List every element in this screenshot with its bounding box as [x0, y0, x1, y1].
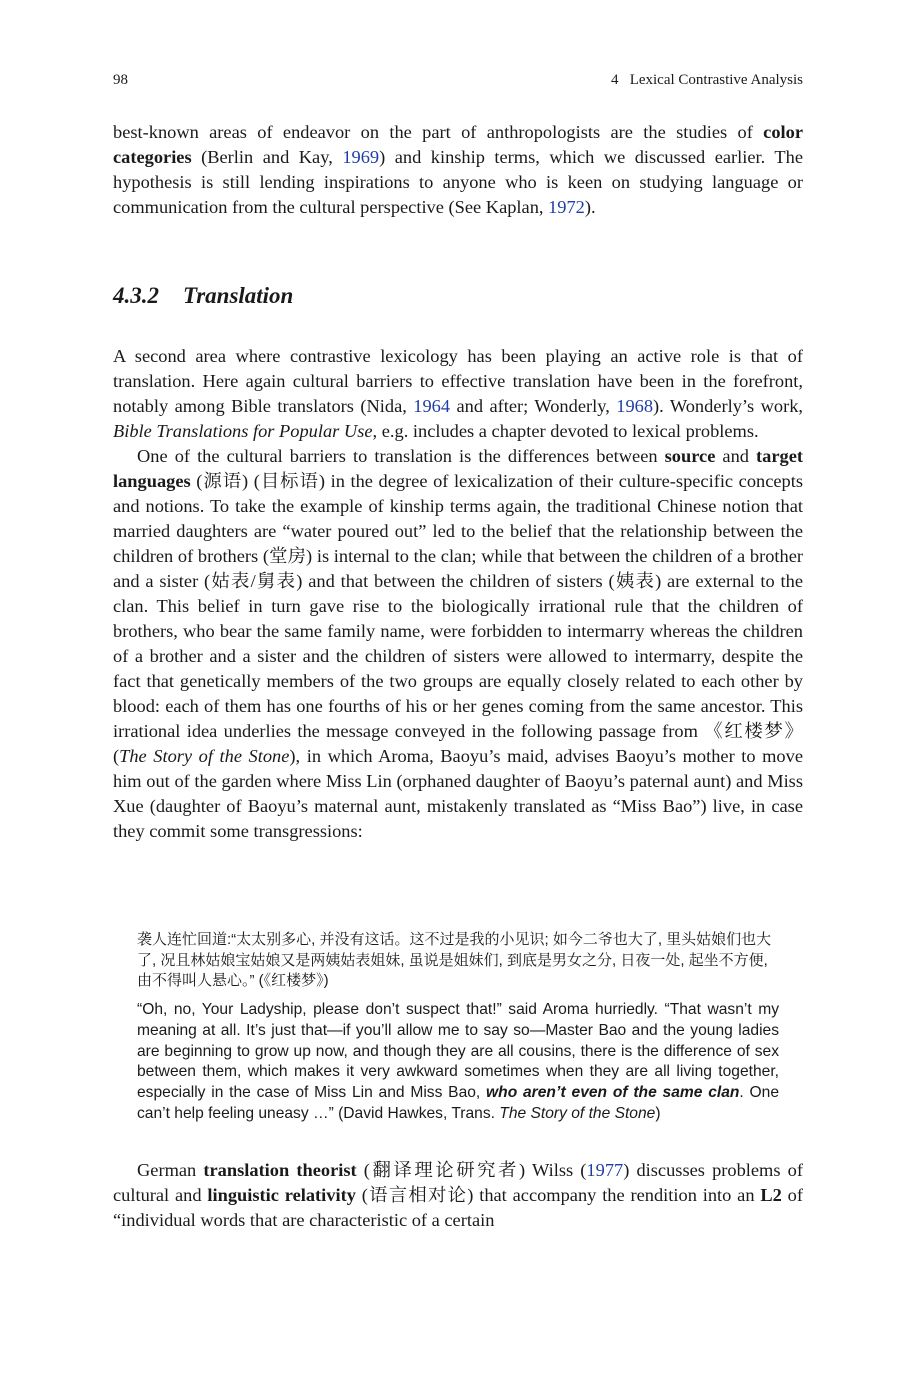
term-color-categories: color categories [113, 122, 803, 167]
text: ) [655, 1104, 661, 1122]
term-l2: L2 [760, 1185, 782, 1205]
text: German [137, 1160, 204, 1180]
text: ) discusses problems of cultural and [113, 1160, 803, 1205]
book-title: Bible Translations for Popular Use [113, 421, 373, 441]
section-number: 4.3.2 [113, 283, 159, 308]
text: One of the cultural barriers to translation is the differences between [137, 446, 665, 466]
text: ). [584, 197, 596, 217]
term-linguistic-relativity: linguistic relativity [207, 1185, 356, 1205]
page-number: 98 [113, 72, 128, 88]
text: (翻译理论研究者) Wilss ( [356, 1160, 587, 1180]
text: and after; Wonderly, [450, 396, 617, 416]
text: ) and kinship terms, which we discussed earlier. The hypothesis is still lending inspirations to anyone who is keen on studying language or communication from the cultural perspective (See Kaplan, [113, 147, 804, 217]
quote-english [137, 1000, 779, 1125]
citation-link[interactable]: 1972 [548, 197, 585, 217]
term-translation-theorist: translation theorist [203, 1160, 357, 1180]
citation-link[interactable]: 1968 [616, 396, 654, 416]
text: best-known areas of endeavor on the part of anthropologists are the studies of [113, 122, 764, 142]
book-title: The Story of the Stone [499, 1104, 656, 1122]
section-heading [113, 283, 293, 309]
text: ), in which Aroma, Baoyu’s maid, advises Baoyu’s mother to move him out of the garden where Miss Lin (orphaned daughter of Baoyu’s paternal aunt) and Miss Xue (daughter of Baoyu’s maternal aunt, mistakenly translated as “Miss Bao”) live, in case they commit some transgressions: [113, 746, 803, 841]
paragraph-3 [113, 444, 803, 844]
text: ). Wonderly’s work, [653, 396, 803, 416]
paragraph-2-3 [113, 344, 803, 844]
text: (语言相对论) that accompany the rendition into an [355, 1185, 761, 1205]
text: , e.g. includes a chapter devoted to lexical problems. [372, 421, 759, 441]
book-title: The Story of the Stone [119, 746, 290, 766]
citation-link[interactable]: 1964 [413, 396, 451, 416]
citation-link[interactable]: 1977 [586, 1160, 624, 1180]
quote-chinese [137, 930, 779, 992]
paragraph-2 [113, 344, 803, 444]
running-head: 4 Lexical Contrastive Analysis [610, 72, 803, 88]
text: “Oh, no, Your Ladyship, please don’t suspect that!” said Aroma hurriedly. “That wasn’t my meaning at all. It’s just that—if you’ll allow me to say so—Master Bao and the young ladies are beginning to grow up now, and though they are all cousins, there is the difference of sex between them, which makes it very awkward sometimes when they are all living together, especially in the case of Miss Lin and Miss Bao, [137, 1001, 779, 1102]
page-header [113, 72, 803, 94]
text: . One can’t help feeling uneasy …” (David Hawkes, Trans. [137, 1084, 779, 1122]
citation-link[interactable]: 1969 [342, 147, 380, 167]
emphasis: who aren’t even of the same clan [486, 1084, 740, 1102]
section-title: Translation [183, 283, 294, 308]
term-target-languages: target languages [113, 446, 804, 491]
text: and [715, 446, 757, 466]
paragraph-1 [113, 120, 803, 220]
text: of “individual words that are characteristic of a certain [113, 1185, 803, 1230]
text: A second area where contrastive lexicology has been playing an active role is that of translation. Here again cultural barriers to effective translation have been in the forefront, notably among Bible translators (Nida, [113, 346, 803, 416]
term-source: source [664, 446, 716, 466]
text: (源语) (目标语) in the degree of lexicalization of their culture-specific concepts and notions. To take the example of kinship terms again, the traditional Chinese notion that married daughters are “water poured out” led to the belief that the relationship between the children of brothers (堂房) is internal to the clan; while that between the children of a brother and a sister (姑表/舅表) and that between the children of sisters (姨表) are external to the clan. This belief in turn gave rise to the biologically irrational rule that the children of brothers, who bear the same family name, were forbidden to intermarry whereas the children of a brother and a sister and the children of sisters were allowed to intermarry, despite the fact that genetically members of the two groups are equally closely related to each other by blood: each of them has one fourths of his or her genes coming from the same ancestor. This irrational idea underlies the message conveyed in the following passage from 《红楼梦》 ( [113, 471, 803, 766]
quote-chinese-text: 袭人连忙回道:“太太别多心, 并没有这话。这不过是我的小见识; 如今二爷也大了, 里头姑娘们也大了, 况且林姑娘宝姑娘又是两姨姑表姐妹, 虽说是姐妹们, 到底是男女之分, 日夜一处, 起坐不方便, 由不得叫人悬心。” (《红楼梦》) [137, 931, 772, 989]
paragraph-4 [113, 1158, 803, 1233]
text: (Berlin and Kay, [191, 147, 343, 167]
